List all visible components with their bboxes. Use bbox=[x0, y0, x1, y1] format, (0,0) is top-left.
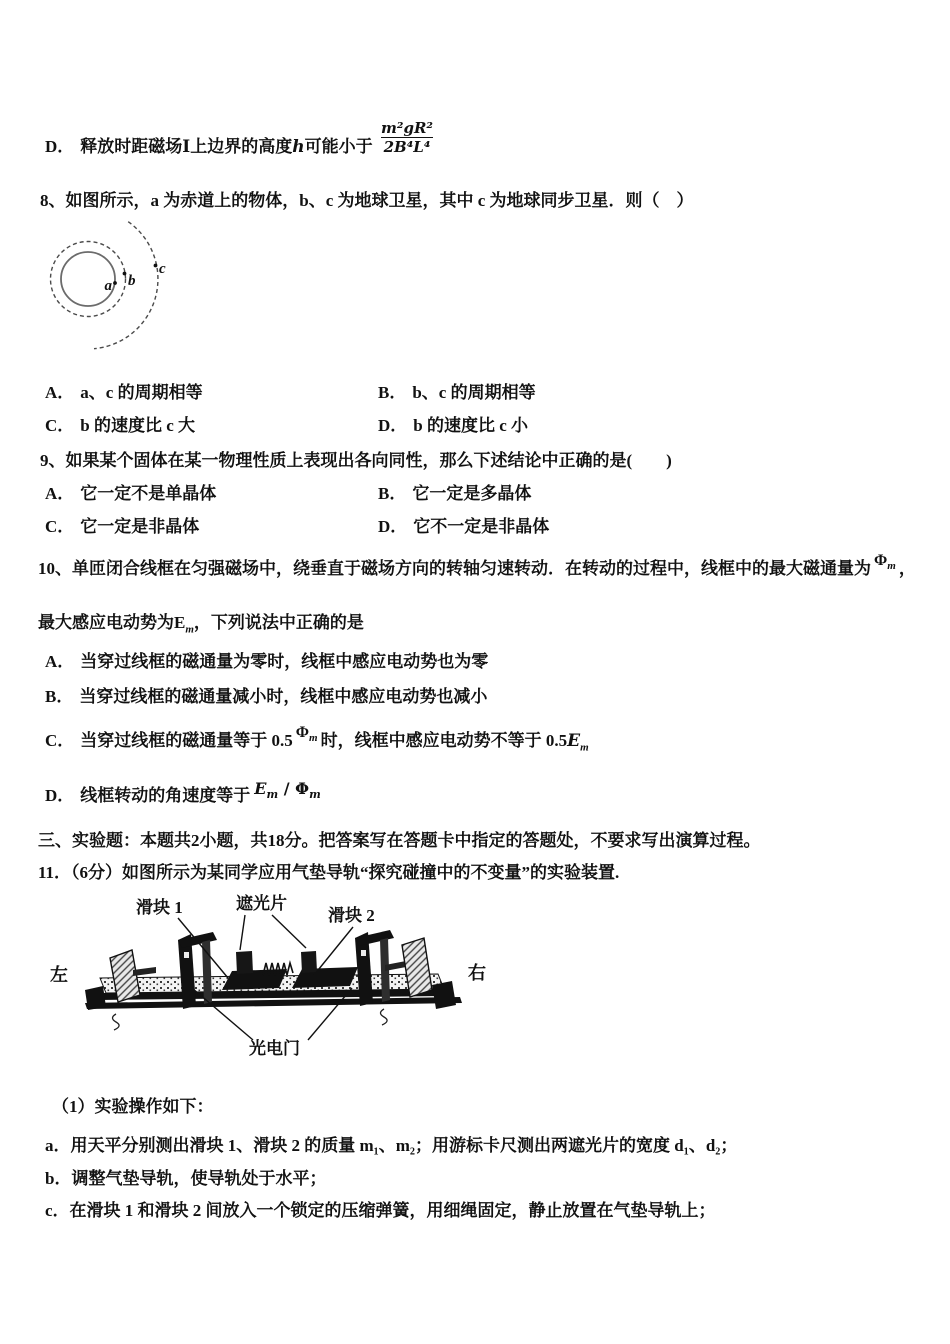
slider-2 bbox=[292, 951, 358, 988]
E: E bbox=[254, 779, 267, 798]
point-b-dot bbox=[123, 272, 127, 276]
q8-option-b bbox=[378, 382, 536, 404]
option-label: D． bbox=[45, 136, 75, 156]
option-label: D． bbox=[378, 517, 408, 536]
phi-subscript: m bbox=[887, 560, 896, 573]
q10-stem-line1 bbox=[38, 552, 916, 581]
em-over-phim-formula bbox=[254, 779, 320, 800]
point-a-dot bbox=[113, 281, 117, 285]
em-symbol bbox=[174, 613, 194, 636]
phi: Φ bbox=[295, 779, 310, 798]
option-text: 它一定不是单晶体 bbox=[80, 484, 217, 503]
option-text-before: 释放时距磁场Ⅰ上边界的高度 bbox=[80, 136, 293, 156]
option-label: C． bbox=[45, 416, 75, 435]
option-text: b 的速度比 c 大 bbox=[80, 416, 196, 435]
E: E bbox=[567, 731, 581, 751]
q11-step-b: b．调整气垫导轨，使导轨处于水平； bbox=[45, 1169, 327, 1188]
phi: Φ bbox=[295, 724, 310, 741]
option-text: 当穿过线框的磁通量减小时，线框中感应电动势也减小 bbox=[79, 687, 488, 706]
option-text-after: 可能小于 bbox=[304, 136, 373, 156]
fraction bbox=[381, 119, 434, 156]
q9-option-a bbox=[45, 483, 216, 505]
point-c-dot bbox=[154, 264, 158, 268]
E-subscript: m bbox=[185, 623, 194, 636]
q9-option-b bbox=[378, 483, 531, 505]
E-subscript: m bbox=[580, 741, 589, 754]
q8-option-d bbox=[378, 415, 528, 437]
slash: / bbox=[283, 779, 290, 798]
q9-option-d bbox=[378, 516, 549, 538]
option-text-post: 时，线框中感应电动势不等于 0.5 bbox=[320, 731, 568, 750]
q8-stem: 8、如图所示，a 为赤道上的物体，b、c 为地球卫星，其中 c 为地球同步卫星．则（ ） bbox=[40, 191, 694, 210]
option-text: b 的速度比 c 小 bbox=[413, 416, 529, 435]
option-label: A． bbox=[45, 484, 75, 503]
stem-text: 10、单匝闭合线框在匀强磁场中，绕垂直于磁场方向的转轴匀速转动．在转动的过程中，线框中的最大磁通量为 bbox=[38, 559, 871, 578]
E-subscript: m bbox=[266, 788, 279, 802]
phi-m-symbol bbox=[296, 723, 318, 744]
q10-option-d bbox=[45, 779, 325, 807]
stem-text: 最大感应电动势为 bbox=[38, 613, 174, 632]
q10-option-c bbox=[45, 724, 589, 754]
q10-option-a bbox=[45, 651, 488, 673]
comma: ， bbox=[898, 559, 916, 578]
option-label: B． bbox=[378, 383, 407, 402]
label-slider2: 滑块 2 bbox=[328, 906, 375, 925]
label-a: a bbox=[104, 278, 112, 294]
q8-satellite-figure bbox=[40, 212, 215, 364]
q11-step-c: c．在滑块 1 和滑块 2 间放入一个锁定的压缩弹簧，用细绳固定，静止放置在气垫导轨上； bbox=[45, 1201, 716, 1220]
slider-1 bbox=[222, 951, 287, 990]
label-right: 右 bbox=[468, 963, 486, 983]
track-feet-marks bbox=[113, 1009, 388, 1030]
option-text: 它一定是多晶体 bbox=[412, 484, 532, 503]
q9-stem: 9、如果某个固体在某一物理性质上表现出各向同性，那么下述结论中正确的是( ) bbox=[40, 451, 672, 470]
q10-option-b bbox=[45, 686, 487, 708]
option-text: 当穿过线框的磁通量为零时，线框中感应电动势也为零 bbox=[80, 652, 489, 671]
q9-option-c bbox=[45, 516, 199, 538]
option-label: D． bbox=[45, 786, 75, 805]
q11-step-a: a．用天平分别测出滑块 1、滑块 2 的质量 m₁、m₂；用游标卡尺测出两遮光片的宽度 d₁、d₂； bbox=[45, 1136, 738, 1155]
q7-option-d bbox=[45, 106, 435, 158]
stem-text-post: ，下列说法中正确的是 bbox=[193, 613, 364, 632]
option-label: C． bbox=[45, 731, 75, 750]
option-label: A． bbox=[45, 652, 75, 671]
section3-header: 三、实验题：本题共2小题，共18分。把答案写在答题卡中指定的答题处，不要求写出演算过程。 bbox=[38, 831, 761, 850]
option-label: B． bbox=[45, 687, 74, 706]
option-text: 它一定是非晶体 bbox=[80, 517, 200, 536]
option-text: a、c 的周期相等 bbox=[80, 383, 203, 402]
phi-subscript: m bbox=[309, 788, 321, 802]
fraction-numerator: m²gR² bbox=[381, 119, 433, 137]
label-left: 左 bbox=[50, 965, 68, 985]
option-text-pre: 线框转动的角速度等于 bbox=[80, 786, 251, 805]
label-slider1: 滑块 1 bbox=[136, 898, 183, 917]
phi: Φ bbox=[874, 552, 888, 569]
phi-subscript: m bbox=[309, 732, 318, 745]
option-label: A． bbox=[45, 383, 75, 402]
fraction-denominator: 2B⁴L⁴ bbox=[381, 137, 434, 156]
label-c: c bbox=[159, 261, 166, 277]
phi-m-symbol bbox=[874, 551, 896, 572]
q8-option-c bbox=[45, 415, 195, 437]
option-text: 它不一定是非晶体 bbox=[413, 517, 550, 536]
option-text: b、c 的周期相等 bbox=[412, 383, 536, 402]
E: E bbox=[174, 613, 186, 632]
var-h: h bbox=[292, 136, 305, 157]
label-photogate: 光电门 bbox=[249, 1039, 300, 1058]
option-label: B． bbox=[378, 484, 407, 503]
label-shutter: 遮光片 bbox=[236, 894, 287, 913]
q11-stem: 11．（6分）如图所示为某同学应用气垫导轨“探究碰撞中的不变量”的实验装置. bbox=[38, 863, 620, 882]
option-text-pre: 当穿过线框的磁通量等于 0.5 bbox=[80, 731, 293, 750]
q11-airtrack-figure bbox=[40, 890, 510, 1065]
em-symbol bbox=[567, 731, 589, 754]
q8-option-a bbox=[45, 382, 203, 404]
label-b: b bbox=[128, 273, 136, 289]
option-label: D． bbox=[378, 416, 408, 435]
q10-stem-line2 bbox=[38, 612, 364, 634]
option-label: C． bbox=[45, 517, 75, 536]
q11-part1: （1）实验操作如下： bbox=[52, 1097, 214, 1116]
